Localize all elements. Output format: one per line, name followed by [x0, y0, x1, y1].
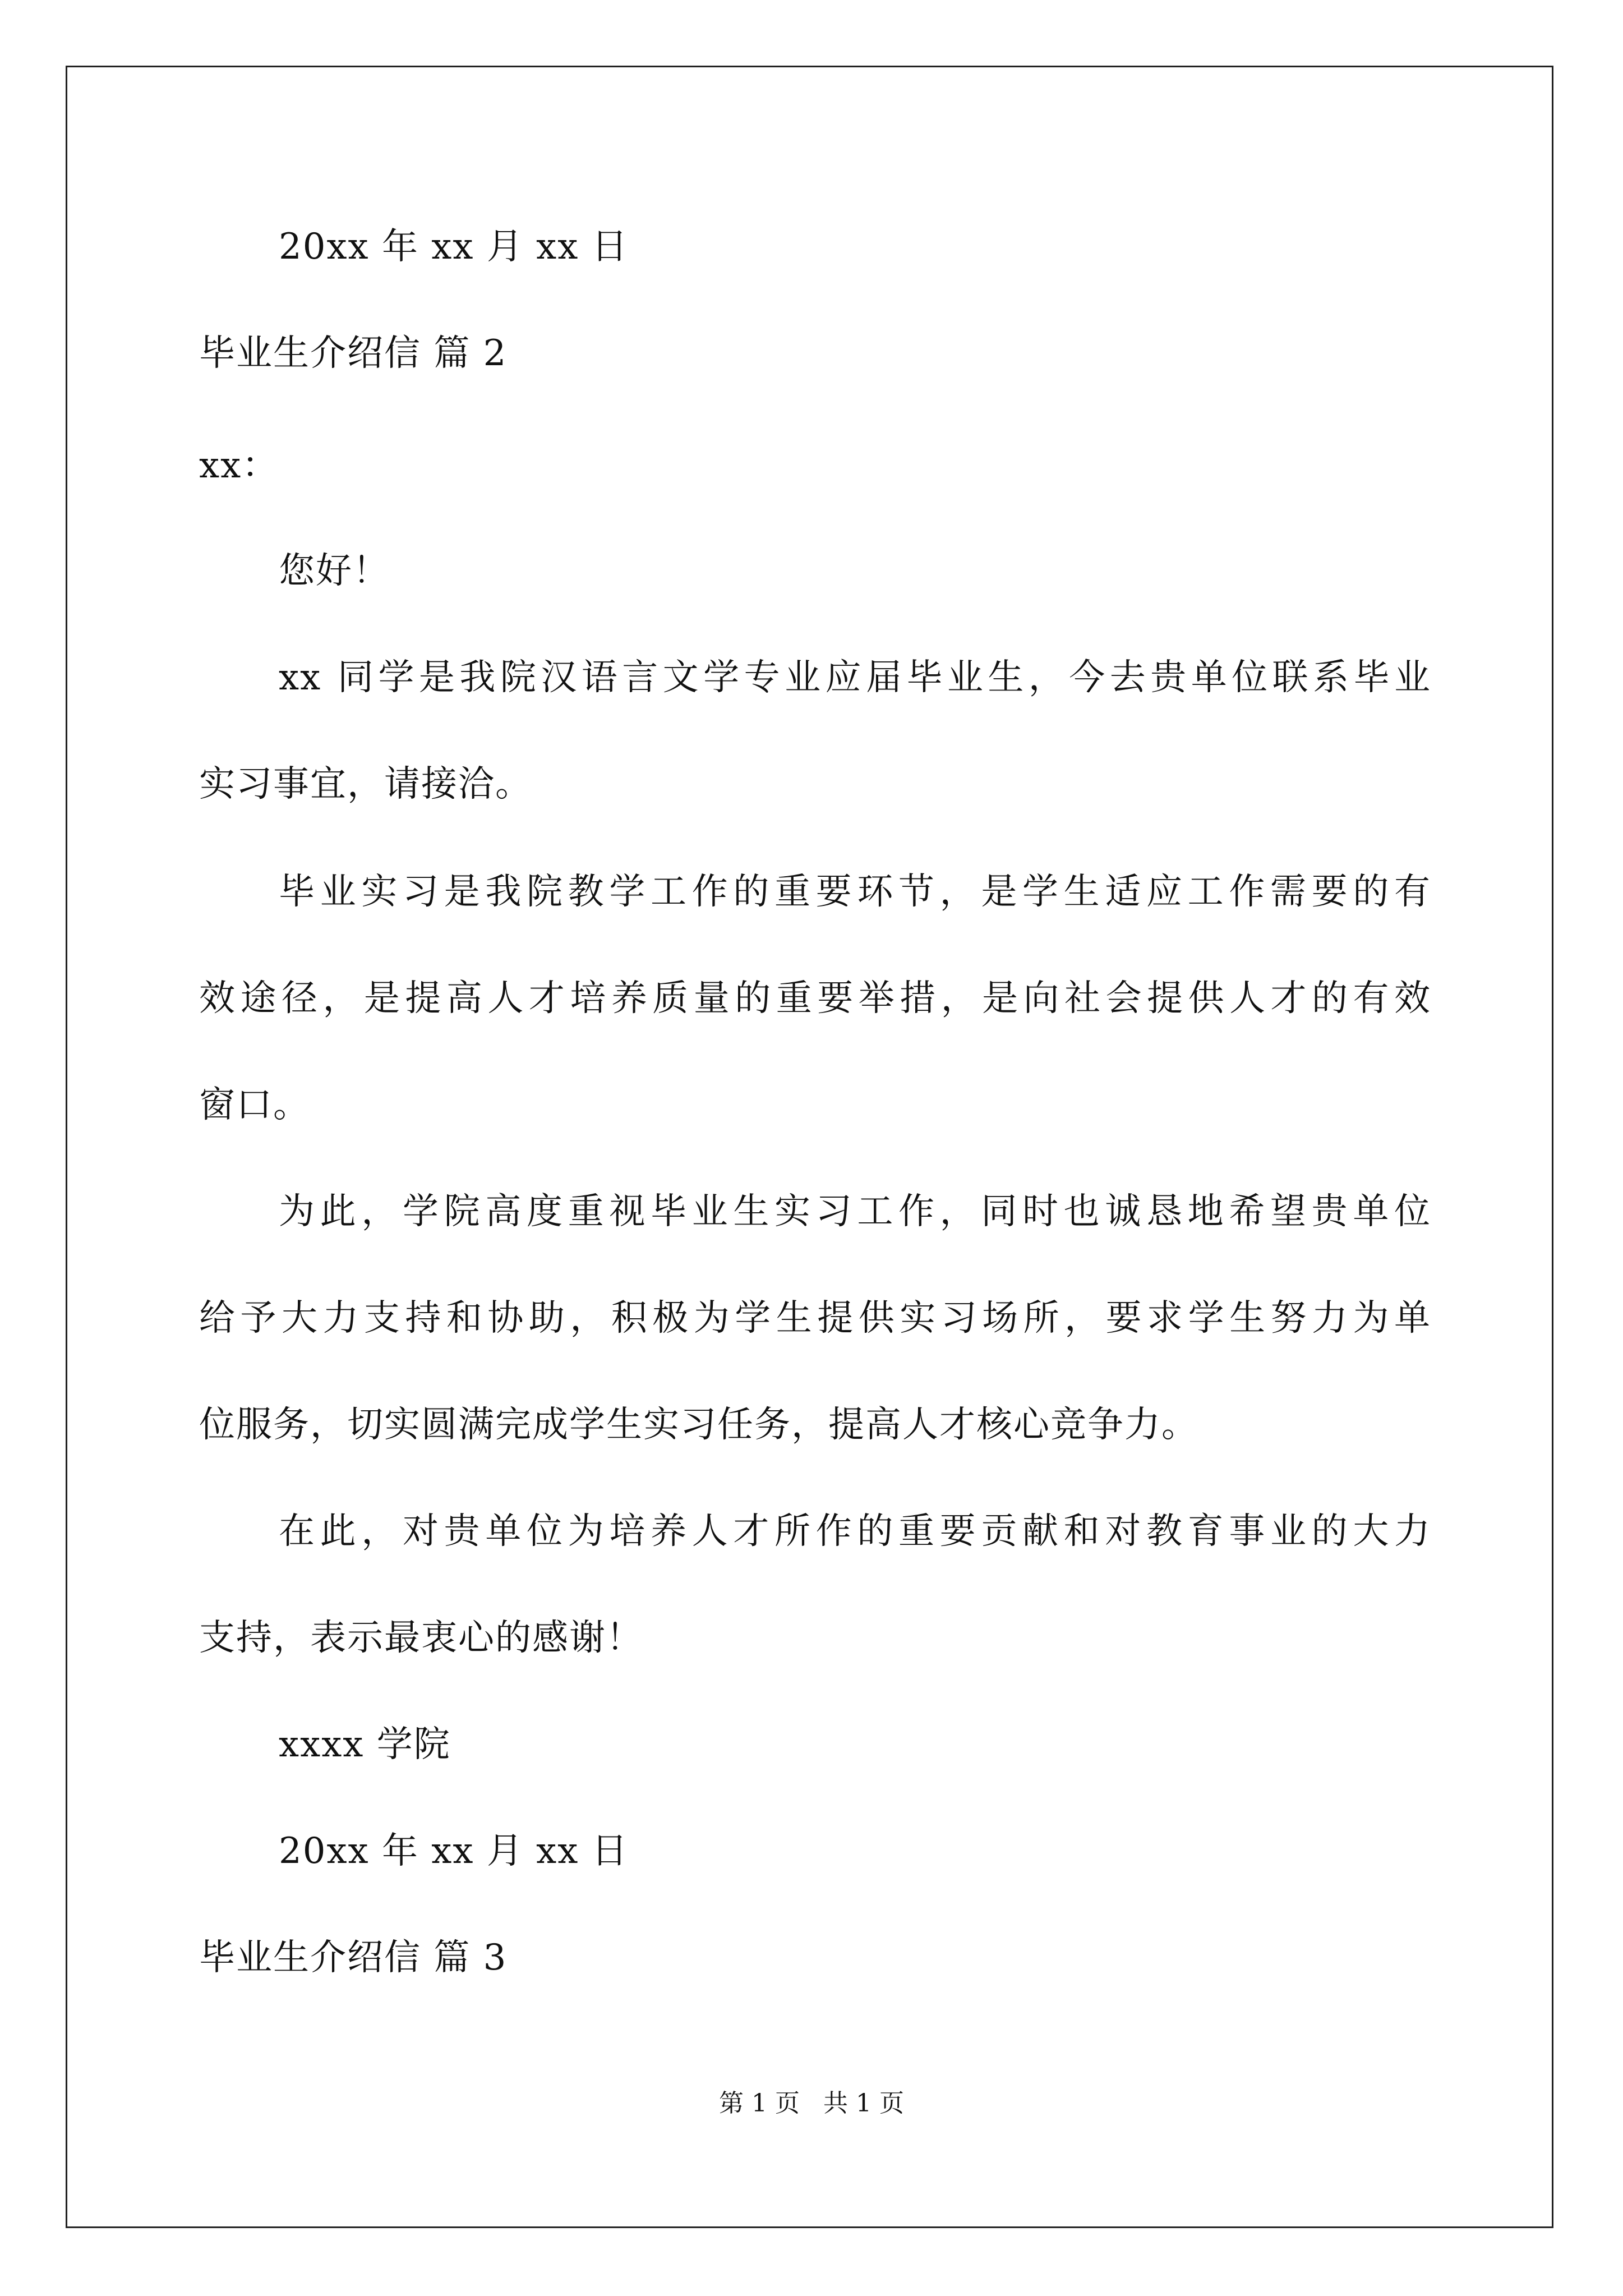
page-border [66, 66, 1553, 2228]
letter-3-heading: 毕业生介绍信 篇 3 [199, 1937, 508, 1978]
letter-2-heading: 毕业生介绍信 篇 2 [199, 333, 508, 374]
signature-date: 20xx 年 xx 月 xx 日 [279, 1830, 629, 1872]
salutation: xx： [199, 445, 279, 486]
paragraph-2-line-2: 效途径，是提高人才培养质量的重要举措，是向社会提供人才的有效 [199, 978, 1431, 1019]
paragraph-3-line-3: 位服务，切实圆满完成学生实习任务，提高人才核心竞争力。 [199, 1404, 1198, 1446]
signer: xxxx 学院 [279, 1724, 451, 1765]
page-number-footer: 第 1 页 共 1 页 [719, 2089, 904, 2118]
top-date: 20xx 年 xx 月 xx 日 [279, 226, 629, 268]
paragraph-2-line-1: 毕业实习是我院教学工作的重要环节，是学生适应工作需要的有 [279, 871, 1431, 913]
paragraph-1-line-1: xx 同学是我院汉语言文学专业应届毕业生，今去贵单位联系毕业 [279, 657, 1431, 698]
paragraph-4-line-1: 在此，对贵单位为培养人才所作的重要贡献和对教育事业的大力 [279, 1511, 1431, 1552]
paragraph-4-line-2: 支持，表示最衷心的感谢！ [199, 1617, 643, 1659]
paragraph-3-line-1: 为此，学院高度重视毕业生实习工作，同时也诚恳地希望贵单位 [279, 1191, 1431, 1232]
paragraph-2-line-3: 窗口。 [199, 1084, 310, 1126]
greeting: 您好！ [279, 550, 390, 592]
paragraph-1-line-2: 实习事宜，请接洽。 [199, 763, 532, 805]
paragraph-3-line-2: 给予大力支持和协助，积极为学生提供实习场所，要求学生努力为单 [199, 1297, 1431, 1339]
